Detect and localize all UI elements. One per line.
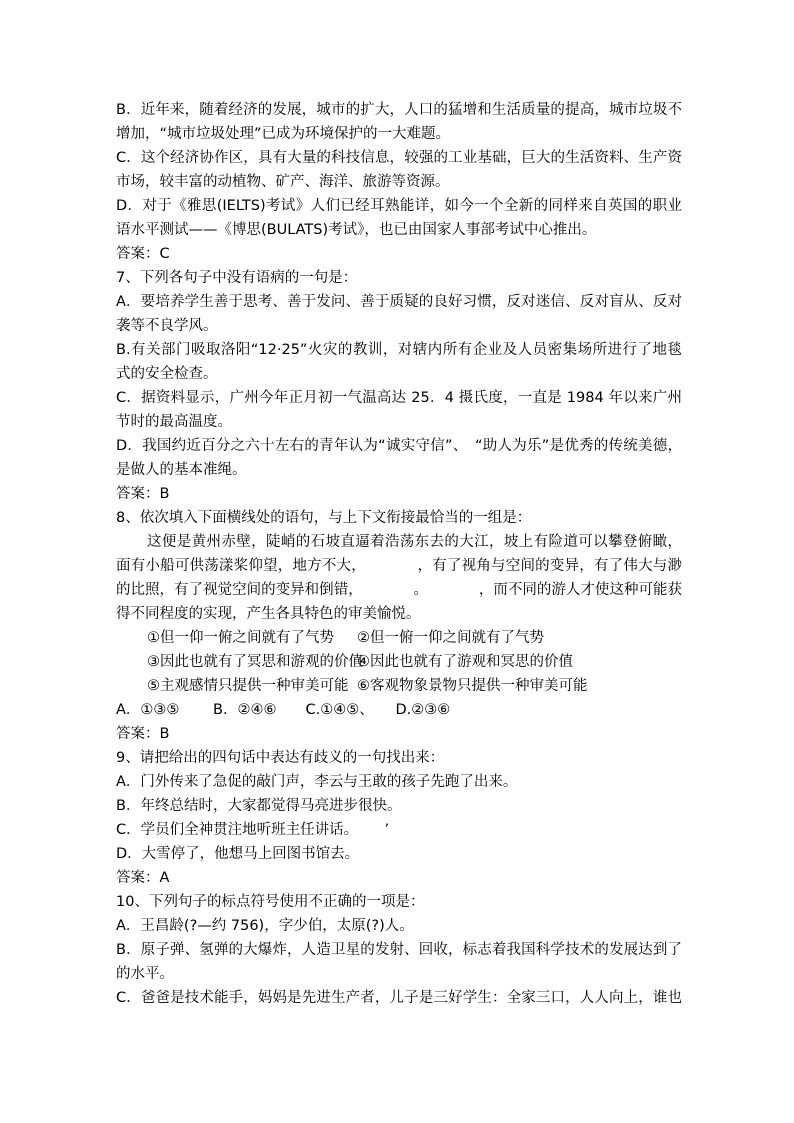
text-line: 的水平。 (116, 966, 174, 982)
option-row (116, 626, 682, 650)
answer-line: 答案：A (116, 870, 170, 886)
text-line: C．学员们全神贯注地听班主任讲话。 ’ (116, 822, 390, 838)
question-title: 8、依次填入下面横线处的语句，与上下文衔接最恰当的一组是： (116, 510, 532, 526)
answer-line: 答案：B (116, 486, 170, 502)
option-item: ⑤主观感情只提供一种审美可能 (147, 678, 349, 694)
text-line: B.有关部门吸取洛阳“12·25”火灾的教训，对辖内所有企业及人员密集场所进行了地毯 (116, 342, 682, 358)
text-line: 市场，较丰富的动植物、矿产、海洋、旅游等资源。 (116, 174, 450, 190)
option-item: ⑥客观物象景物只提供一种审美可能 (357, 678, 588, 694)
option-item: ③因此也就有了冥思和游观的价值 (147, 654, 363, 670)
option-item: ④因此也就有了游观和冥思的价值 (357, 654, 573, 670)
answer-line: 答案：B (116, 726, 170, 742)
option-row (116, 650, 682, 674)
text-line: 增加，“城市垃圾处理”已成为环境保护的一大难题。 (116, 126, 451, 142)
text-line: C．这个经济协作区，具有大量的科技信息，较强的工业基础，巨大的生活资料、生产资 (116, 150, 682, 166)
option-item: ①但一仰一俯之间就有了气势 (147, 630, 334, 646)
text-line: A．要培养学生善于思考、善于发问、善于质疑的良好习惯，反对迷信、反对盲从、反对 (116, 294, 682, 310)
text-line: 节时的最高温度。 (116, 414, 232, 430)
text-line: D．大雪停了，他想马上回图书馆去。 (116, 846, 360, 862)
text-line: B．年终总结时，大家都觉得马亮进步很快。 (116, 798, 402, 814)
text-line: A．王昌龄(?—约 756)，字少伯，太原(?)人。 (116, 918, 414, 934)
text-line: 语水平测试——《博思(BULATS)考试》，也已由国家人事部考试中心推出。 (116, 222, 597, 238)
text-line: 袭等不良学风。 (116, 318, 218, 334)
text-line: D．我国约近百分之六十左右的青年认为“诚实守信”、 “助人为乐”是优秀的传统美德， (116, 438, 682, 454)
text-line: 面有小船可供荡漾桨仰望，地方不大， ，有了视角与空间的变异，有了伟大与渺 (116, 558, 682, 574)
text-line: 的比照，有了视觉空间的变异和倒错， 。 ，而不同的游人才使这种可能获 (116, 582, 682, 598)
text-line: C．据资料显示，广州今年正月初一气温高达 25．4 摄氏度，一直是 1984 年以来广州 (116, 390, 682, 406)
option-item: ②但一俯一仰之间就有了气势 (357, 630, 544, 646)
option-row (116, 674, 682, 698)
text-line: C．爸爸是技术能手，妈妈是先进生产者，儿子是三好学生：全家三口，人人向上，谁也 (116, 990, 682, 1006)
question-title: 7、下列各句子中没有语病的一句是： (116, 270, 358, 286)
text-line: A．①③⑤ B．②④⑥ C.①④⑤、 D.②③⑥ (116, 702, 451, 718)
document-body (116, 98, 682, 1010)
text-line: B．原子弹、氢弹的大爆炸，人造卫星的发射、回收，标志着我国科学技术的发展达到了 (116, 942, 682, 958)
text-line: 这便是黄州赤壁，陡峭的石坡直逼着浩荡东去的大江，坡上有险道可以攀登俯瞰， (147, 534, 682, 550)
text-line: B．近年来，随着经济的发展，城市的扩大，人口的猛增和生活质量的提高，城市垃圾不 (116, 102, 682, 118)
question-title: 10、下列句子的标点符号使用不正确的一项是： (116, 894, 425, 910)
text-line: 是做人的基本准绳。 (116, 462, 247, 478)
text-line: A．门外传来了急促的敲门声，李云与王敢的孩子先跑了出来。 (116, 774, 518, 790)
text-line: 式的安全检查。 (116, 366, 218, 382)
text-line: D．对于《雅思(IELTS)考试》人们已经耳熟能详，如今一个全新的同样来自英国的职业 (116, 198, 682, 214)
answer-line: 答案：C (116, 246, 170, 262)
question-title: 9、请把给出的四句话中表达有歧义的一句找出来： (116, 750, 445, 766)
text-line: 得不同程度的实现，产生各具特色的审美愉悦。 (116, 606, 421, 622)
